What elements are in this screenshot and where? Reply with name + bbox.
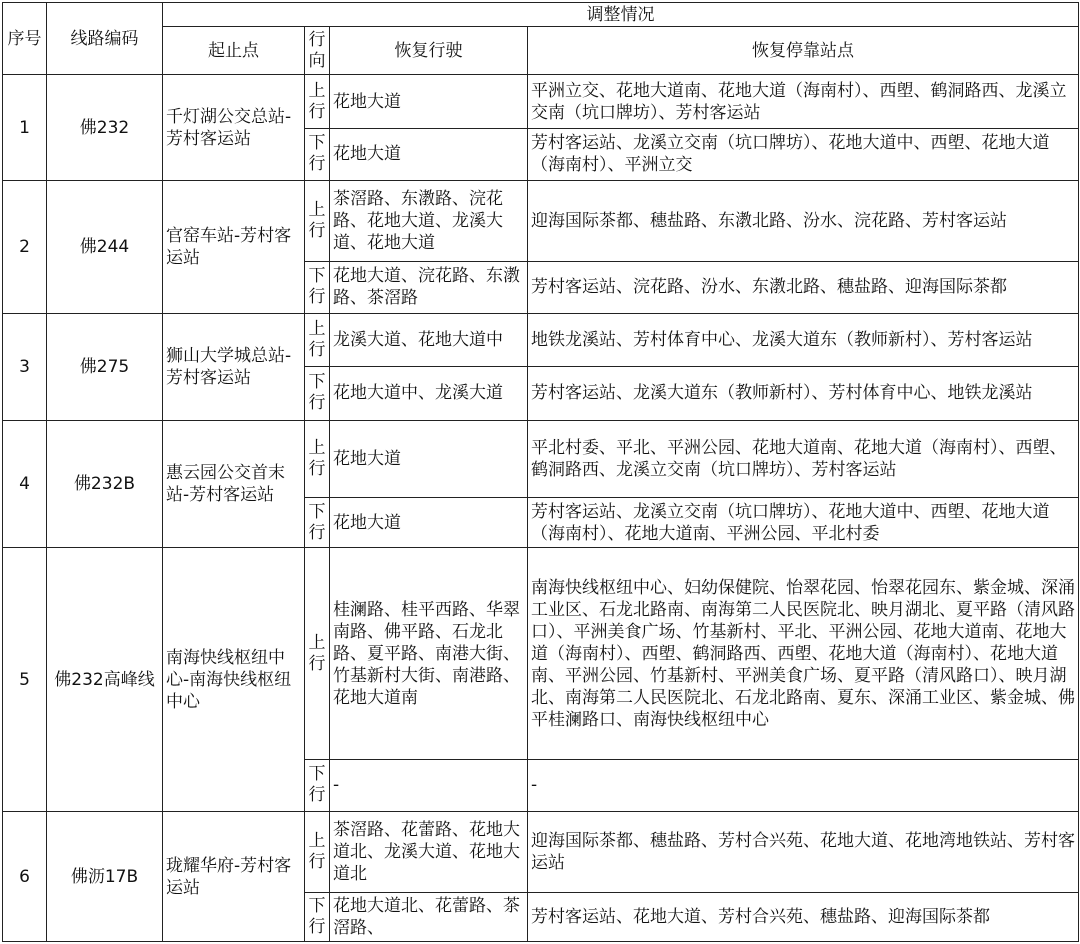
header-endpoints: 起止点 <box>163 27 305 75</box>
restored-stops-cell: - <box>528 759 1079 811</box>
restored-route-cell: 花地大道 <box>330 420 528 497</box>
endpoints-cell: 狮山大学城总站-芳村客运站 <box>163 313 305 420</box>
header-adjustment: 调整情况 <box>163 3 1079 27</box>
endpoints-cell: 官窑车站-芳村客运站 <box>163 181 305 314</box>
seq-cell: 5 <box>3 548 47 812</box>
route-code-cell: 佛275 <box>47 313 163 420</box>
endpoints-cell: 珑耀华府-芳村客运站 <box>163 812 305 942</box>
table-row <box>3 548 1079 759</box>
restored-stops-cell: 迎海国际茶都、穗盐路、芳村合兴苑、花地大道、花地湾地铁站、芳村客运站 <box>528 812 1079 893</box>
direction-cell: 上行 <box>305 548 330 759</box>
seq-cell: 2 <box>3 181 47 314</box>
header-restored-route: 恢复行驶 <box>330 27 528 75</box>
restored-stops-cell: 芳村客运站、花地大道、芳村合兴苑、穗盐路、迎海国际茶都 <box>528 892 1079 941</box>
restored-stops-cell: 地铁龙溪站、芳村体育中心、龙溪大道东（教师新村）、芳村客运站 <box>528 313 1079 366</box>
restored-route-cell: 花地大道 <box>330 498 528 548</box>
header-route-code: 线路编码 <box>47 3 163 75</box>
route-code-cell: 佛244 <box>47 181 163 314</box>
restored-stops-cell: 迎海国际茶都、穗盐路、东漖北路、汾水、浣花路、芳村客运站 <box>528 181 1079 262</box>
restored-stops-cell: 平北村委、平北、平洲公园、花地大道南、花地大道（海南村）、西塱、鹤洞路西、龙溪立交南（坑口牌坊）、芳村客运站 <box>528 420 1079 497</box>
route-adjustment-table <box>2 2 1079 942</box>
restored-stops-cell: 芳村客运站、龙溪立交南（坑口牌坊）、花地大道中、西塱、花地大道（海南村）、花地大道南、平洲公园、平北村委 <box>528 498 1079 548</box>
direction-cell: 下行 <box>305 367 330 420</box>
direction-cell: 上行 <box>305 420 330 497</box>
restored-route-cell: 花地大道 <box>330 128 528 180</box>
endpoints-cell: 惠云园公交首末站-芳村客运站 <box>163 420 305 548</box>
direction-cell: 下行 <box>305 128 330 180</box>
restored-stops-cell: 平洲立交、花地大道南、花地大道（海南村）、西塱、鹤洞路西、龙溪立交南（坑口牌坊）、芳村客运站 <box>528 75 1079 128</box>
route-code-cell: 佛沥17B <box>47 812 163 942</box>
restored-route-cell: 花地大道 <box>330 75 528 128</box>
route-code-cell: 佛232 <box>47 75 163 181</box>
direction-cell: 下行 <box>305 759 330 811</box>
direction-cell: 上行 <box>305 812 330 893</box>
seq-cell: 1 <box>3 75 47 181</box>
direction-cell: 上行 <box>305 181 330 262</box>
restored-route-cell: 花地大道北、花蕾路、茶滘路、 <box>330 892 528 941</box>
direction-cell: 下行 <box>305 892 330 941</box>
direction-cell: 下行 <box>305 261 330 313</box>
restored-route-cell: 茶滘路、花蕾路、花地大道北、龙溪大道、花地大道北 <box>330 812 528 893</box>
seq-cell: 6 <box>3 812 47 942</box>
header-seq: 序号 <box>3 3 47 75</box>
header-restored-stops: 恢复停靠站点 <box>528 27 1079 75</box>
restored-route-cell: 茶滘路、东漖路、浣花路、花地大道、龙溪大道、花地大道 <box>330 181 528 262</box>
seq-cell: 4 <box>3 420 47 548</box>
restored-route-cell: - <box>330 759 528 811</box>
endpoints-cell: 千灯湖公交总站-芳村客运站 <box>163 75 305 181</box>
table-row <box>3 75 1079 128</box>
table-row <box>3 420 1079 497</box>
direction-cell: 上行 <box>305 313 330 366</box>
restored-stops-cell: 芳村客运站、龙溪大道东（教师新村）、芳村体育中心、地铁龙溪站 <box>528 367 1079 420</box>
restored-route-cell: 龙溪大道、花地大道中 <box>330 313 528 366</box>
header-direction: 行向 <box>305 27 330 75</box>
direction-cell: 上行 <box>305 75 330 128</box>
restored-route-cell: 桂澜路、桂平西路、华翠南路、佛平路、石龙北路、夏平路、南港大街、竹基新村大街、南港路、花地大道南 <box>330 548 528 759</box>
table-row <box>3 812 1079 893</box>
endpoints-cell: 南海快线枢纽中心-南海快线枢纽中心 <box>163 548 305 812</box>
restored-route-cell: 花地大道、浣花路、东漖路、茶滘路 <box>330 261 528 313</box>
restored-stops-cell: 芳村客运站、浣花路、汾水、东漖北路、穗盐路、迎海国际茶都 <box>528 261 1079 313</box>
table-row <box>3 313 1079 366</box>
seq-cell: 3 <box>3 313 47 420</box>
route-code-cell: 佛232B <box>47 420 163 548</box>
route-code-cell: 佛232高峰线 <box>47 548 163 812</box>
direction-cell: 下行 <box>305 498 330 548</box>
restored-route-cell: 花地大道中、龙溪大道 <box>330 367 528 420</box>
restored-stops-cell: 芳村客运站、龙溪立交南（坑口牌坊）、花地大道中、西塱、花地大道（海南村）、平洲立交 <box>528 128 1079 180</box>
restored-stops-cell: 南海快线枢纽中心、妇幼保健院、怡翠花园、怡翠花园东、紫金城、深涌工业区、石龙北路南、南海第二人民医院北、映月湖北、夏平路（清风路口）、平洲美食广场、竹基新村、平北、平洲公园、花地大道南、花地大道（海南村）、西塱、鹤洞路西、西塱、花地大道（海南村）、花地大道南、平洲公园、竹基新村、平洲美食广场、夏平路（清风路口）、映月湖北、南海第二人民医院北、石龙北路南、夏东、深涌工业区、紫金城、佛平桂澜路口、南海快线枢纽中心 <box>528 548 1079 759</box>
table-row <box>3 181 1079 262</box>
